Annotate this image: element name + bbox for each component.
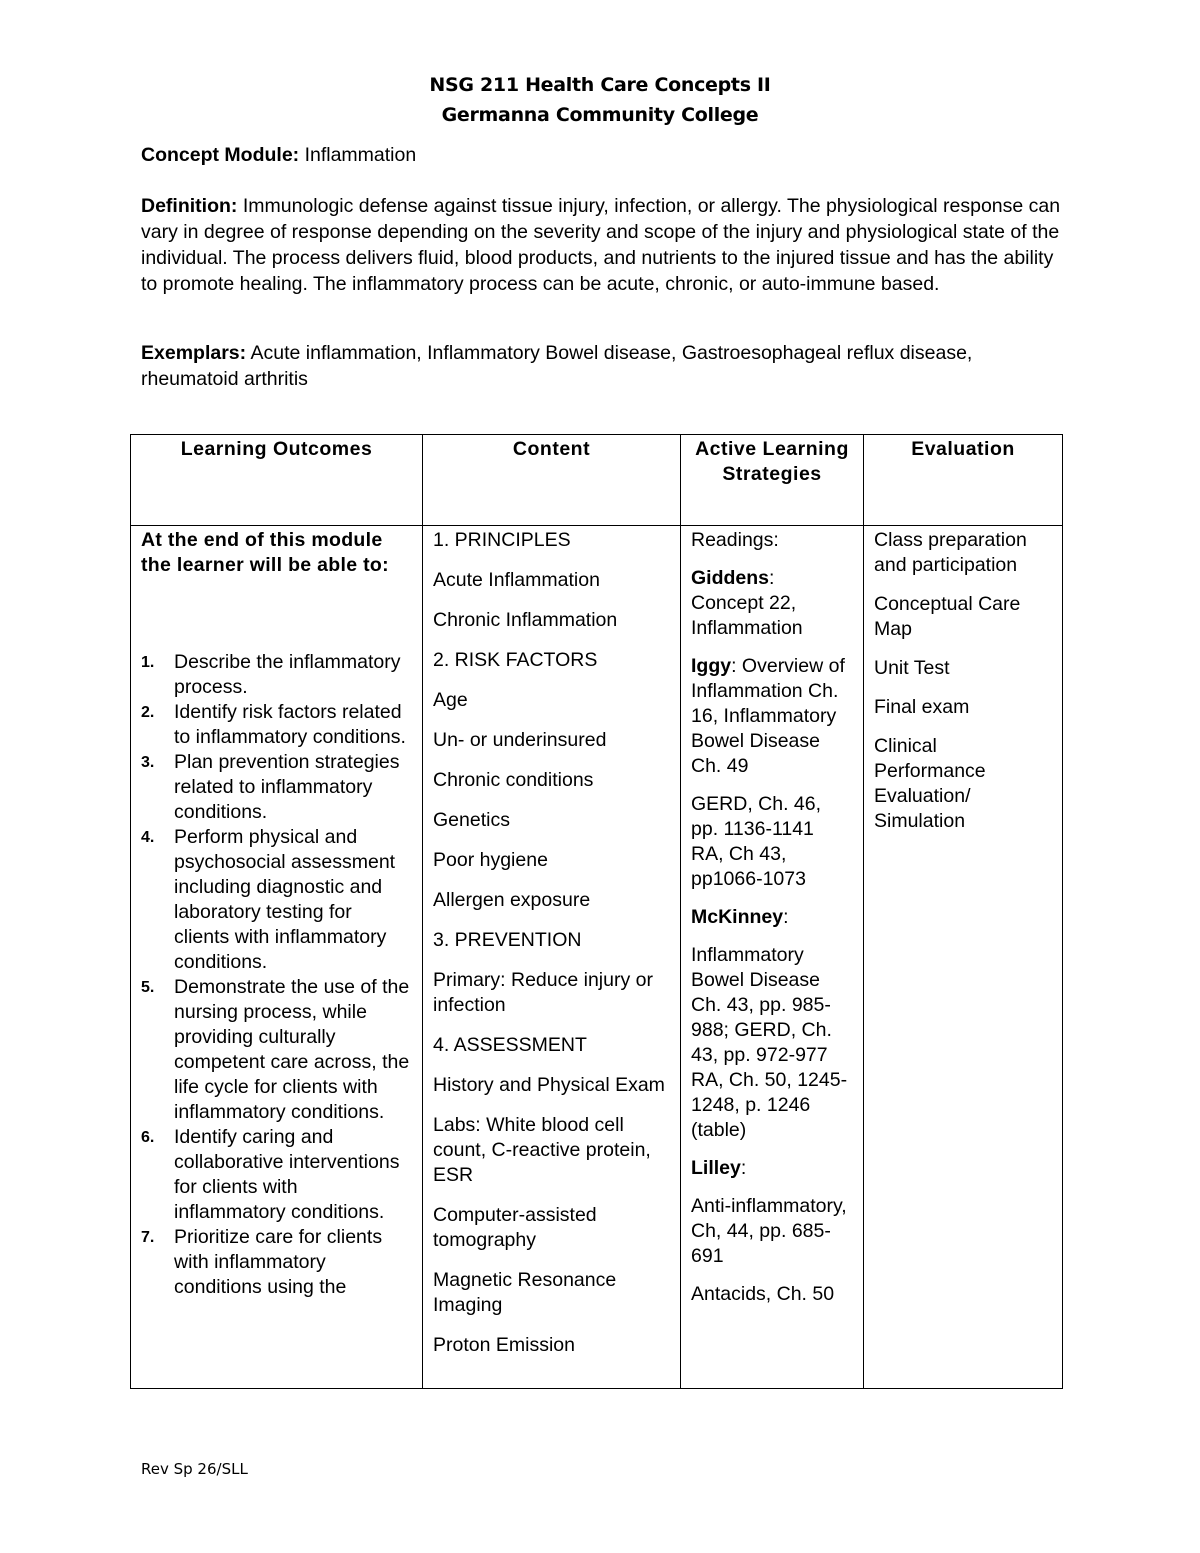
- outcome-text: Identify risk factors related to inflammatory conditions.: [174, 701, 406, 748]
- outcome-number: 2.: [141, 704, 155, 721]
- curriculum-table: [130, 434, 1063, 1389]
- outcome-number: 5.: [141, 979, 155, 996]
- content-item: Chronic Inflammation: [433, 609, 618, 631]
- content-item: 2. RISK FACTORS: [433, 649, 598, 671]
- list-item: [141, 750, 412, 825]
- ra-reading: RA, Ch 43, pp1066-1073: [691, 843, 806, 890]
- iggy-text: : Overview of Inflammation Ch. 16, Inflammatory Bowel Disease Ch. 49: [691, 655, 845, 777]
- header-learning-outcomes: Learning Outcomes: [131, 435, 423, 526]
- list-item: [141, 700, 412, 750]
- content-item: Magnetic Resonance Imaging: [433, 1269, 617, 1316]
- giddens-text: Concept 22, Inflammation: [691, 592, 803, 639]
- list-item: [141, 1125, 412, 1225]
- outcome-number: 3.: [141, 754, 155, 771]
- evaluation-item: Unit Test: [874, 657, 950, 679]
- outcome-number: 4.: [141, 829, 155, 846]
- content-item: Proton Emission: [433, 1334, 575, 1356]
- iggy-reading: [691, 654, 853, 779]
- content-cell: [423, 526, 681, 1389]
- evaluation-item: Clinical Performance Evaluation/ Simulation: [874, 735, 986, 832]
- content-item: 3. PREVENTION: [433, 929, 582, 951]
- mckinney-label: McKinney: [691, 906, 784, 928]
- definition-text: Immunologic defense against tissue injury, infection, or allergy. The physiological response can vary in degree of response depending on the severity and scope of the injury and physiological state of the individual. The process delivers fluid, blood products, and nutrients to the injured tissue and has the ability to promote healing. The inflammatory process can be acute, chronic, or auto-immune based.: [141, 195, 1061, 295]
- content-item: Genetics: [433, 809, 510, 831]
- course-title: NSG 211 Health Care Concepts II: [429, 74, 771, 96]
- evaluation-cell: [864, 526, 1063, 1389]
- giddens-reading: Giddens: Concept 22, Inflammation: [691, 567, 803, 639]
- evaluation-item: Conceptual Care Map: [874, 593, 1021, 640]
- header-content: Content: [423, 435, 681, 526]
- content-item: Age: [433, 689, 468, 711]
- table-row: [131, 526, 1063, 1389]
- content-item: Allergen exposure: [433, 889, 591, 911]
- list-item: [141, 975, 412, 1125]
- content-item: History and Physical Exam: [433, 1074, 665, 1096]
- list-item: [141, 1225, 412, 1300]
- definition-label: Definition:: [141, 195, 238, 217]
- outcome-number: 6.: [141, 1129, 155, 1146]
- content-item: Chronic conditions: [433, 769, 594, 791]
- table-header-row: [131, 435, 1063, 526]
- giddens-label: Giddens: [691, 567, 770, 589]
- content-item: Primary: Reduce injury or infection: [433, 969, 653, 1016]
- content-item: 4. ASSESSMENT: [433, 1034, 587, 1056]
- outcome-number: 1.: [141, 654, 155, 671]
- outcome-text: Prioritize care for clients with inflammatory conditions using the: [174, 1226, 383, 1298]
- outcome-number: 7.: [141, 1229, 155, 1246]
- content-item: Acute Inflammation: [433, 569, 600, 591]
- header-evaluation: Evaluation: [864, 435, 1063, 526]
- definition: [141, 193, 1061, 297]
- outcome-text: Perform physical and psychosocial assessment including diagnostic and laboratory testing for clients with inflammatory conditions.: [174, 826, 396, 973]
- college-name: Germanna Community College: [441, 104, 759, 126]
- learning-outcomes-cell: [131, 526, 423, 1389]
- lilley-label: Lilley: [691, 1157, 741, 1179]
- content-item: 1. PRINCIPLES: [433, 529, 571, 551]
- concept-module: [141, 142, 1061, 168]
- list-item: [141, 650, 412, 700]
- gerd-reading: GERD, Ch. 46, pp. 1136-1141: [691, 793, 822, 840]
- revision-footer: Rev Sp 26/SLL: [141, 1460, 248, 1478]
- evaluation-item: Final exam: [874, 696, 970, 718]
- content-item: Un- or underinsured: [433, 729, 607, 751]
- mckinney-reading: McKinney:: [691, 906, 789, 928]
- outcomes-list: [141, 650, 412, 1300]
- outcome-text: Describe the inflammatory process.: [174, 651, 401, 698]
- concept-module-label: Concept Module:: [141, 144, 300, 166]
- outcomes-intro: At the end of this module the learner will be able to:: [141, 529, 389, 576]
- lilley-reading: Lilley:: [691, 1157, 747, 1179]
- strategies-cell: [681, 526, 864, 1389]
- concept-module-value: Inflammation: [299, 144, 417, 166]
- iggy-label: Iggy: [691, 655, 732, 677]
- lilley-text: Anti-inflammatory, Ch, 44, pp. 685-691: [691, 1195, 847, 1267]
- mckinney-text: Inflammatory Bowel Disease Ch. 43, pp. 985-988; GERD, Ch. 43, pp. 972-977 RA, Ch. 50, 1245-1248, p. 1246 (table): [691, 944, 848, 1141]
- evaluation-item: Class preparation and participation: [874, 529, 1027, 576]
- antacids-reading: Antacids, Ch. 50: [691, 1283, 835, 1305]
- exemplars-label: Exemplars:: [141, 342, 247, 364]
- outcome-text: Demonstrate the use of the nursing process, while providing culturally competent care across, the life cycle for clients with inflammatory conditions.: [174, 976, 410, 1123]
- outcome-text: Plan prevention strategies related to inflammatory conditions.: [174, 751, 400, 823]
- header-active-learning-strategies: Active Learning Strategies: [681, 435, 864, 526]
- content-item: Poor hygiene: [433, 849, 548, 871]
- outcome-text: Identify caring and collaborative interventions for clients with inflammatory conditions.: [174, 1126, 400, 1223]
- exemplars-text: Acute inflammation, Inflammatory Bowel disease, Gastroesophageal reflux disease, rheumatoid arthritis: [141, 342, 973, 390]
- content-item: Labs: White blood cell count, C-reactive protein, ESR: [433, 1114, 651, 1186]
- content-item: Computer-assisted tomography: [433, 1204, 597, 1251]
- exemplars: [141, 340, 1061, 392]
- list-item: [141, 825, 412, 975]
- readings-label: Readings:: [691, 529, 779, 551]
